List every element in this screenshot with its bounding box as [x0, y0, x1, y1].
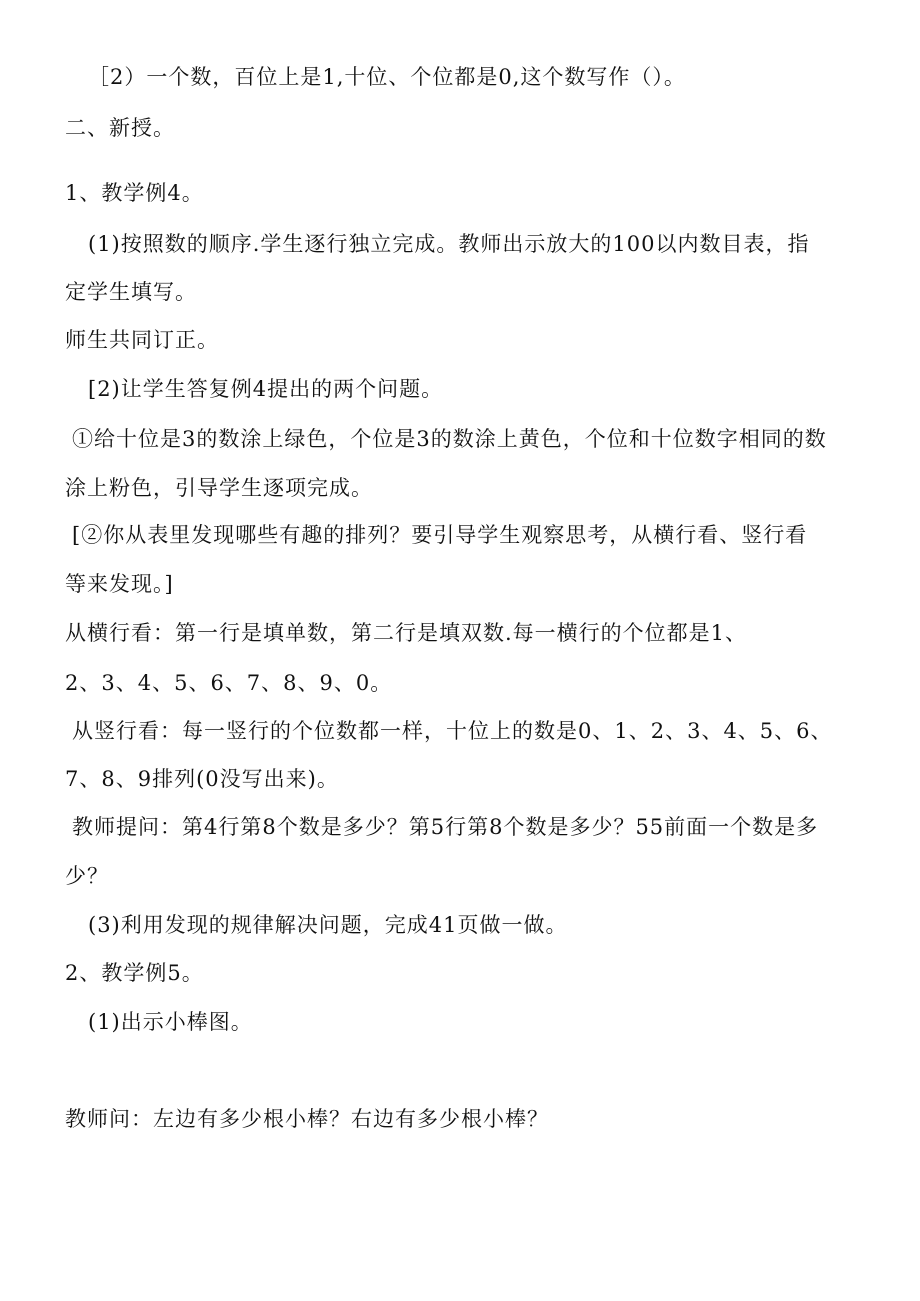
section-heading-new-lesson: 二、新授。 [65, 116, 175, 140]
paragraph-line: 定学生填写。 [65, 280, 197, 304]
review-question-2: ［2）一个数，百位上是1,十位、个位都是0,这个数写作（）。 [88, 65, 686, 89]
example-4-heading: 1、教学例4。 [65, 181, 204, 205]
paragraph-line: 7、8、9排列(0没写出来)。 [65, 767, 339, 791]
paragraph-line: [②你从表里发现哪些有趣的排列？要引导学生观察思考，从横行看、竖行看 [72, 523, 808, 547]
paragraph-line: 教师提问：第4行第8个数是多少？第5行第8个数是多少？55前面一个数是多 [72, 815, 819, 839]
paragraph-line: 等来发现。] [65, 572, 174, 596]
paragraph-line: [2)让学生答复例4提出的两个问题。 [88, 377, 444, 401]
paragraph-line: (1)出示小棒图。 [88, 1010, 253, 1034]
paragraph-line: 教师问：左边有多少根小棒？右边有多少根小棒？ [65, 1107, 549, 1131]
paragraph-line: 涂上粉色，引导学生逐项完成。 [65, 476, 373, 500]
paragraph-line: (1)按照数的顺序.学生逐行独立完成。教师出示放大的100以内数目表，指 [88, 232, 810, 256]
example-5-heading: 2、教学例5。 [65, 961, 204, 985]
paragraph-line: (3)利用发现的规律解决问题，完成41页做一做。 [88, 913, 568, 937]
paragraph-line: 2、3、4、5、6、7、8、9、0。 [65, 671, 393, 695]
paragraph-line: 师生共同订正。 [65, 328, 219, 352]
paragraph-line: 从横行看：第一行是填单数，第二行是填双数.每一横行的个位都是1、 [65, 621, 748, 645]
paragraph-line: 少？ [65, 864, 109, 888]
paragraph-line: ①给十位是3的数涂上绿色，个位是3的数涂上黄色，个位和十位数字相同的数 [72, 427, 827, 451]
paragraph-line: 从竖行看：每一竖行的个位数都一样，十位上的数是0、1、2、3、4、5、6、 [72, 719, 833, 743]
